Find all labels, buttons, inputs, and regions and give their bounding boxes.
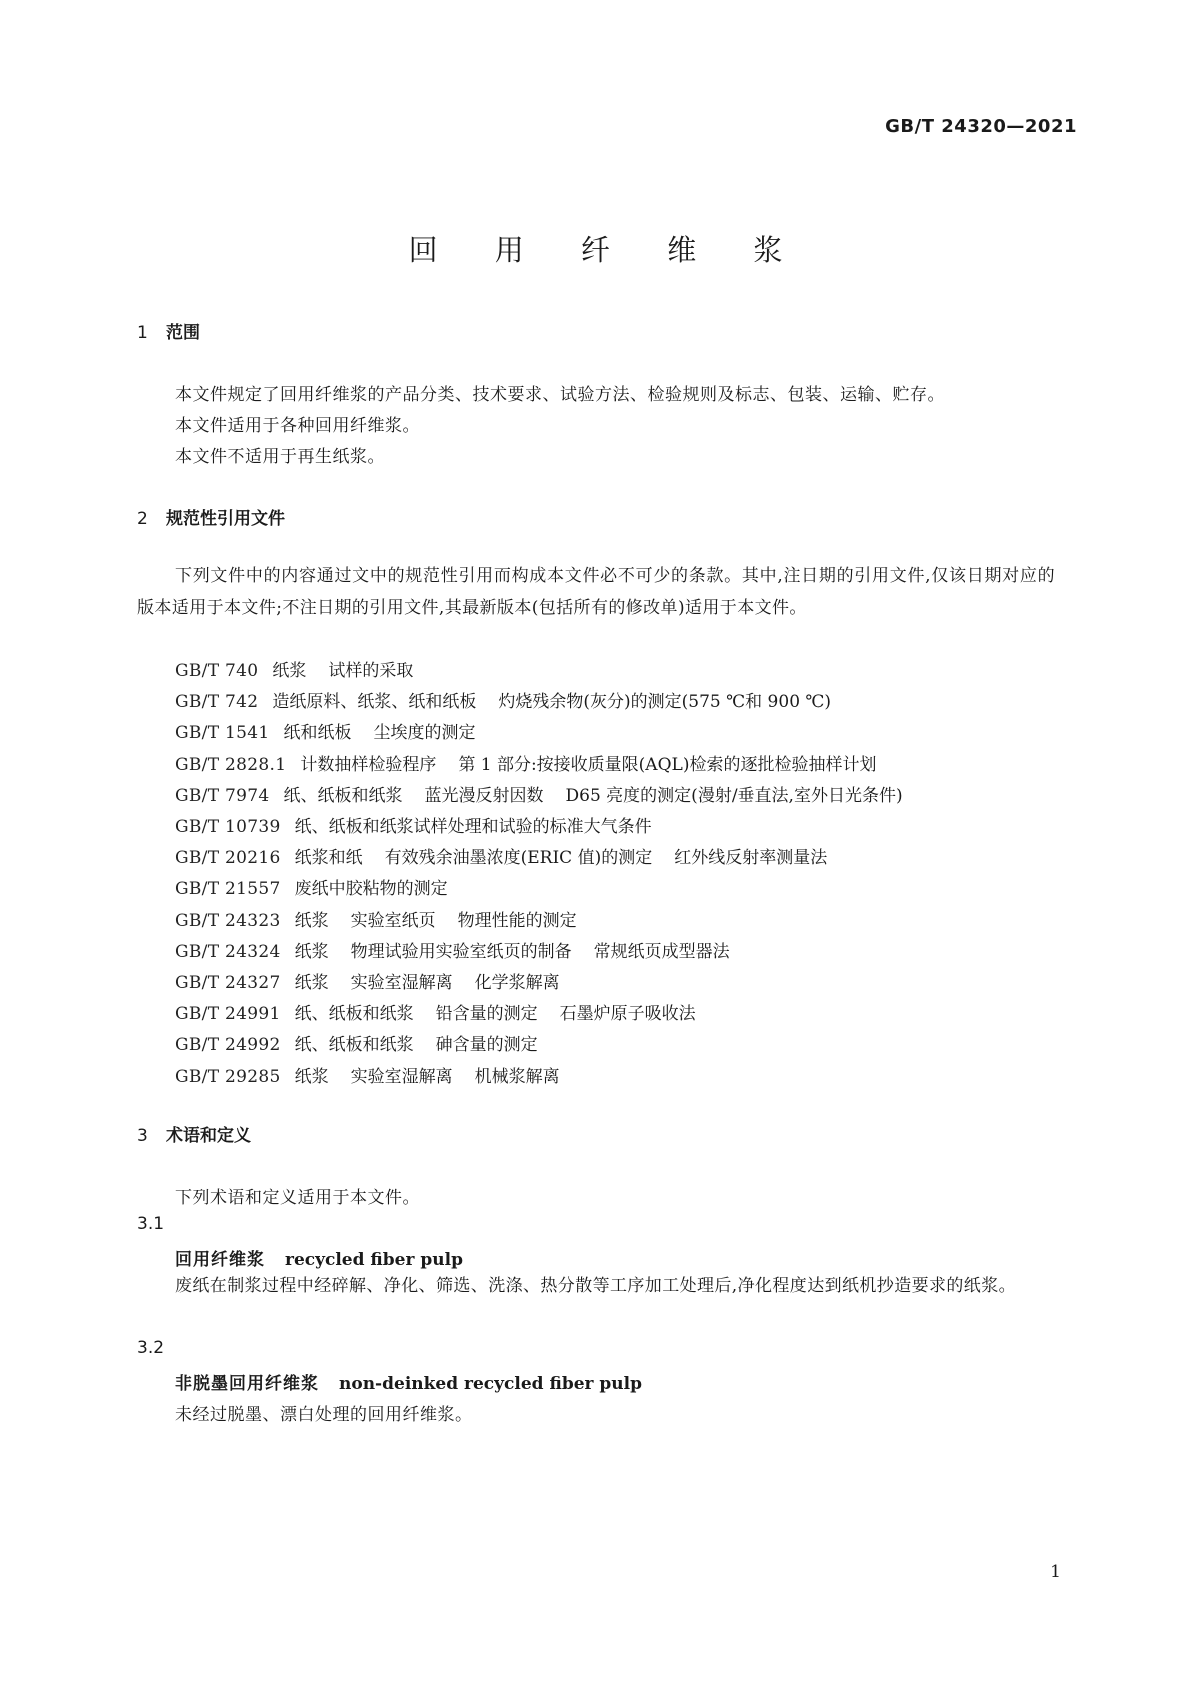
paragraph: 本文件规定了回用纤维浆的产品分类、技术要求、试验方法、检验规则及标志、包装、运输、贮存。	[175, 385, 945, 405]
reference-item	[175, 687, 831, 712]
reference-title-part: 有效残余油墨浓度(ERIC 值)的测定	[384, 848, 653, 869]
reference-item	[175, 968, 560, 993]
reference-code: GB/T 24991	[175, 1004, 281, 1025]
reference-title-part: 造纸原料、纸浆、纸和纸板	[272, 692, 477, 713]
term-zh: 非脱墨回用纤维浆	[175, 1374, 319, 1394]
reference-title-part: 灼烧残余物(灰分)的测定(575 ℃和 900 ℃)	[498, 692, 832, 713]
reference-title-part: 物理试验用实验室纸页的制备	[350, 941, 572, 962]
reference-title-part: 红外线反射率测量法	[674, 848, 828, 869]
reference-item	[175, 718, 476, 743]
reference-code: GB/T 1541	[175, 723, 270, 744]
reference-item	[175, 906, 577, 931]
paragraph: 本文件适用于各种回用纤维浆。	[175, 416, 420, 436]
reference-title-part: 砷含量的测定	[435, 1035, 538, 1056]
reference-title-part: 石墨炉原子吸收法	[559, 1004, 696, 1025]
reference-code: GB/T 742	[175, 692, 259, 713]
reference-title-part: 常规纸页成型器法	[593, 941, 730, 962]
term-entry	[175, 1369, 642, 1394]
reference-title-part: 试样的采取	[328, 661, 414, 681]
paragraph: 下列术语和定义适用于本文件。	[175, 1188, 420, 1208]
reference-title-part: 纸、纸板和纸浆	[294, 1035, 414, 1056]
clause-number: 3.2	[137, 1338, 165, 1358]
reference-title-part: 第 1 部分:按接收质量限(AQL)检索的逐批检验抽样计划	[458, 754, 877, 775]
reference-item	[175, 937, 730, 962]
reference-title-part: 纸浆	[294, 1066, 329, 1087]
reference-item	[175, 1030, 538, 1055]
standard-code: GB/T 24320—2021	[885, 116, 1077, 137]
reference-code: GB/T 24992	[175, 1035, 281, 1056]
reference-title-part: 计数抽样检验程序	[300, 754, 437, 775]
reference-title-part: 纸浆	[294, 910, 329, 931]
reference-code: GB/T 2828.1	[175, 754, 287, 775]
section-heading-2	[137, 504, 285, 529]
term-entry	[175, 1245, 463, 1270]
section-number: 1	[137, 323, 148, 343]
document-title: 回 用 纤 维 浆	[408, 233, 807, 267]
reference-code: GB/T 24324	[175, 941, 281, 962]
reference-code: GB/T 24327	[175, 973, 281, 993]
reference-title-part: 纸、纸板和纸浆	[283, 785, 403, 806]
term-definition: 废纸在制浆过程中经碎解、净化、筛选、洗涤、热分散等工序加工处理后,净化程度达到纸机抄造要求的纸浆。	[175, 1276, 1017, 1296]
section-number: 3	[137, 1126, 148, 1146]
reference-item	[175, 750, 876, 775]
paragraph: 本文件不适用于再生纸浆。	[175, 447, 385, 467]
reference-title-part: 蓝光漫反射因数	[424, 785, 544, 806]
clause-number: 3.1	[137, 1214, 165, 1234]
reference-code: GB/T 20216	[175, 848, 281, 869]
reference-item	[175, 843, 827, 868]
reference-title-part: 纸浆	[272, 661, 307, 681]
reference-title-part: 废纸中胶粘物的测定	[294, 879, 448, 900]
reference-title-part: 纸浆	[294, 941, 329, 962]
reference-title-part: 铅含量的测定	[435, 1004, 538, 1025]
reference-code: GB/T 29285	[175, 1066, 281, 1087]
reference-title-part: D65 亮度的测定(漫射/垂直法,室外日光条件)	[565, 785, 903, 806]
term-definition: 未经过脱墨、漂白处理的回用纤维浆。	[175, 1405, 473, 1425]
reference-code: GB/T 7974	[175, 785, 270, 806]
reference-item	[175, 812, 652, 837]
reference-title-part: 纸、纸板和纸浆	[294, 1004, 414, 1025]
reference-title-part: 纸浆	[294, 973, 329, 993]
reference-title-part: 纸浆和纸	[294, 848, 363, 869]
term-zh: 回用纤维浆	[175, 1250, 265, 1270]
section-number: 2	[137, 509, 148, 529]
reference-title-part: 物理性能的测定	[457, 910, 577, 931]
reference-item	[175, 999, 696, 1024]
reference-title-part: 尘埃度的测定	[373, 723, 476, 744]
reference-code: GB/T 24323	[175, 910, 281, 931]
term-en: recycled fiber pulp	[285, 1250, 463, 1270]
reference-title-part: 实验室湿解离	[350, 1066, 453, 1087]
section-title: 术语和定义	[166, 1126, 251, 1146]
reference-title-part: 机械浆解离	[474, 1066, 560, 1087]
reference-code: GB/T 21557	[175, 879, 281, 900]
reference-item	[175, 874, 448, 899]
reference-title-part: 实验室湿解离	[350, 973, 453, 993]
paragraph: 下列文件中的内容通过文中的规范性引用而构成本文件必不可少的条款。其中,注日期的引用文件,仅该日期对应的版本适用于本文件;不注日期的引用文件,其最新版本(包括所有的修改单)适用于本文件。	[137, 566, 1055, 618]
reference-item	[175, 656, 413, 681]
reference-code: GB/T 740	[175, 661, 259, 681]
section-heading-1	[137, 318, 200, 343]
reference-title-part: 化学浆解离	[474, 973, 560, 993]
section-title: 规范性引用文件	[166, 509, 285, 529]
reference-code: GB/T 10739	[175, 817, 281, 837]
term-en: non-deinked recycled fiber pulp	[339, 1374, 642, 1394]
reference-title-part: 纸和纸板	[283, 723, 352, 744]
reference-item	[175, 781, 903, 806]
reference-title-part: 实验室纸页	[350, 910, 436, 931]
reference-title-part: 纸、纸板和纸浆试样处理和试验的标准大气条件	[294, 817, 652, 837]
reference-item	[175, 1062, 560, 1087]
page-number: 1	[1050, 1562, 1061, 1582]
section-heading-3	[137, 1121, 251, 1146]
section-title: 范围	[166, 323, 200, 343]
